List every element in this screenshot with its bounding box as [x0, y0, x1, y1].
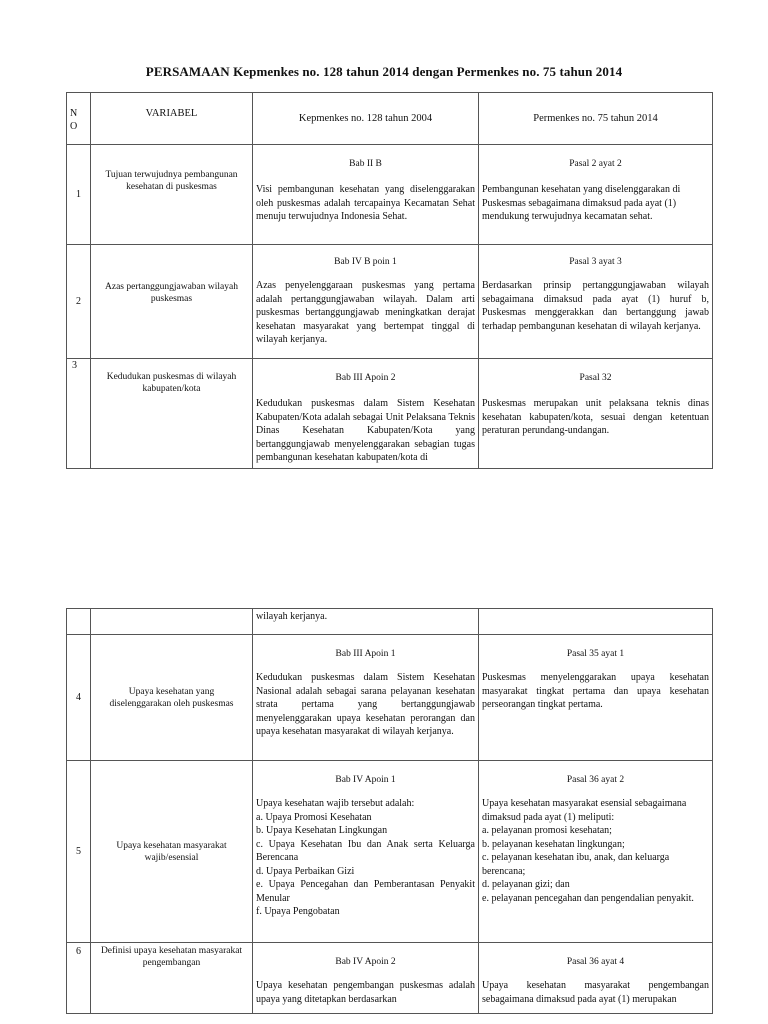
- permenkes-cell: [479, 245, 713, 359]
- kepmenkes-reference: Bab III Apoin 2: [335, 373, 396, 383]
- comparison-table-part-1: [66, 92, 713, 469]
- permenkes-cell: [479, 761, 713, 943]
- list-item: a. Upaya Promosi Kesehatan: [256, 811, 372, 823]
- permenkes-cell: [479, 635, 713, 761]
- permenkes-intro: Upaya kesehatan masyarakat esensial sebagaimana dimaksud pada ayat (1) meliputi:: [482, 798, 687, 823]
- row-number: 4: [67, 635, 91, 761]
- kepmenkes-intro: Upaya kesehatan wajib tersebut adalah:: [256, 798, 415, 809]
- list-item: e. Upaya Pencegahan dan Pemberantasan Penyakit Menular: [256, 879, 475, 904]
- table-row: [67, 943, 713, 1014]
- permenkes-reference: Pasal 32: [579, 373, 612, 383]
- continuation-row: [67, 609, 713, 635]
- kepmenkes-cell: [253, 943, 479, 1014]
- list-item: e. pelayanan pencegahan dan pengendalian penyakit.: [482, 892, 694, 904]
- row-variabel: Upaya kesehatan masyarakat wajib/esensial: [91, 761, 253, 943]
- header-permenkes: Permenkes no. 75 tahun 2014: [479, 93, 713, 145]
- kepmenkes-cell: [253, 245, 479, 359]
- kepmenkes-reference: Bab IV B poin 1: [334, 257, 397, 267]
- table-row: [67, 359, 713, 469]
- list-item: b. pelayanan kesehatan lingkungan;: [482, 838, 625, 850]
- permenkes-text: Puskesmas menyelenggarakan upaya kesehatan masyarakat tingkat pertama dan upaya kesehatan perseorangan tingkat pertama.: [482, 672, 709, 710]
- permenkes-cell: [479, 943, 713, 1014]
- kepmenkes-cell: [253, 359, 479, 469]
- kepmenkes-text: Upaya kesehatan pengembangan puskesmas adalah upaya yang ditetapkan berdasarkan: [256, 980, 475, 1005]
- permenkes-reference: Pasal 2 ayat 2: [569, 159, 622, 169]
- permenkes-text: Puskesmas merupakan unit pelaksana teknis dinas kesehatan kabupaten/kota, sesuai dengan ketentuan peraturan perundang-undangan.: [482, 398, 709, 436]
- kepmenkes-reference: Bab III Apoin 1: [335, 649, 396, 659]
- permenkes-reference: Pasal 36 ayat 4: [566, 957, 625, 967]
- comparison-table-part-2: [66, 608, 713, 1014]
- table-row: [67, 145, 713, 245]
- kepmenkes-cell: [253, 145, 479, 245]
- permenkes-list: [479, 824, 712, 905]
- permenkes-reference: Pasal 36 ayat 2: [566, 775, 625, 785]
- table-header-row: [67, 93, 713, 145]
- row-number: 6: [67, 943, 91, 1014]
- list-item: f. Upaya Pengobatan: [256, 906, 340, 917]
- row-variabel: Kedudukan puskesmas di wilayah kabupaten/kota: [91, 359, 253, 469]
- table-row: [67, 245, 713, 359]
- kepmenkes-text: Azas penyelenggaraan puskesmas yang pertama adalah pertanggungjawaban wilayah. Dalam arti puskesmas bertanggungjawab meningkatkan derajat kesehatan masyarakat yang bertempat tinggal di wilayah kerjanya.: [256, 280, 475, 345]
- row-variabel: Upaya kesehatan yang diselenggarakan oleh puskesmas: [91, 635, 253, 761]
- document-title: PERSAMAAN Kepmenkes no. 128 tahun 2014 dengan Permenkes no. 75 tahun 2014: [145, 64, 623, 79]
- kepmenkes-text: Kedudukan puskesmas dalam Sistem Kesehatan Kabupaten/Kota adalah sebagai Unit Pelaksana Teknis Dinas Kesehatan Kabupaten/Kota yang bertanggungjawab menyelenggarakan sebagian tugas pembangunan kesehatan kabupaten/kota di: [256, 398, 475, 463]
- row-number: 3: [67, 359, 91, 469]
- header-kepmenkes: Kepmenkes no. 128 tahun 2004: [253, 93, 479, 145]
- table-row: [67, 761, 713, 943]
- kepmenkes-cell: [253, 609, 479, 635]
- kepmenkes-cell: [253, 635, 479, 761]
- row-number: 1: [67, 145, 91, 245]
- header-no: N O: [67, 93, 91, 145]
- permenkes-cell: [479, 145, 713, 245]
- list-item: a. pelayanan promosi kesehatan;: [482, 825, 612, 836]
- kepmenkes-reference: Bab IV Apoin 2: [335, 957, 396, 967]
- kepmenkes-text: Visi pembangunan kesehatan yang diselenggarakan oleh puskesmas adalah tercapainya Kecamatan Sehat menuju terwujudnya Indonesia Sehat.: [256, 184, 475, 222]
- permenkes-reference: Pasal 35 ayat 1: [566, 649, 625, 659]
- permenkes-text: Upaya kesehatan masyarakat pengembangan sebagaimana dimaksud pada ayat (1) merupakan: [482, 980, 709, 1005]
- table-row: [67, 635, 713, 761]
- row-number: 5: [67, 761, 91, 943]
- list-item: b. Upaya Kesehatan Lingkungan: [256, 825, 388, 836]
- permenkes-text: Berdasarkan prinsip pertanggungjawaban wilayah sebagaimana dimaksud pada ayat (1) huruf b, Puskesmas menggerakkan dan bertanggung jawab terhadap pembangunan kesehatan di wilayah kerjanya.: [482, 280, 709, 332]
- permenkes-cell: [479, 359, 713, 469]
- kepmenkes-list: [253, 811, 478, 919]
- row-variabel: Azas pertanggungjawaban wilayah puskesmas: [91, 245, 253, 359]
- header-variabel: VARIABEL: [91, 93, 253, 145]
- continuation-text: wilayah kerjanya.: [256, 611, 328, 622]
- kepmenkes-text: Kedudukan puskesmas dalam Sistem Kesehatan Nasional adalah sebagai sarana pelayanan kesehatan strata pertama yang bertanggungjawab menyelenggarakan upaya kesehatan perorangan dan upaya kesehatan masyarakat di wilayah kerjanya.: [256, 672, 475, 737]
- kepmenkes-reference: Bab IV Apoin 1: [335, 775, 396, 785]
- list-item: c. pelayanan kesehatan ibu, anak, dan keluarga berencana;: [482, 852, 670, 877]
- list-item: d. Upaya Perbaikan Gizi: [256, 865, 355, 877]
- row-number: 2: [67, 245, 91, 359]
- kepmenkes-reference: Bab II B: [349, 159, 382, 169]
- list-item: c. Upaya Kesehatan Ibu dan Anak serta Keluarga Berencana: [256, 838, 475, 863]
- list-item: d. pelayanan gizi; dan: [482, 879, 570, 890]
- row-variabel: Definisi upaya kesehatan masyarakat pengembangan: [91, 943, 253, 1014]
- kepmenkes-cell: [253, 761, 479, 943]
- row-variabel: Tujuan terwujudnya pembangunan kesehatan di puskesmas: [91, 145, 253, 245]
- permenkes-reference: Pasal 3 ayat 3: [569, 257, 622, 267]
- permenkes-text: Pembangunan kesehatan yang diselenggarakan di Puskesmas sebagaimana dimaksud pada ayat (1) mendukung terwujudnya kecamatan sehat.: [482, 184, 681, 222]
